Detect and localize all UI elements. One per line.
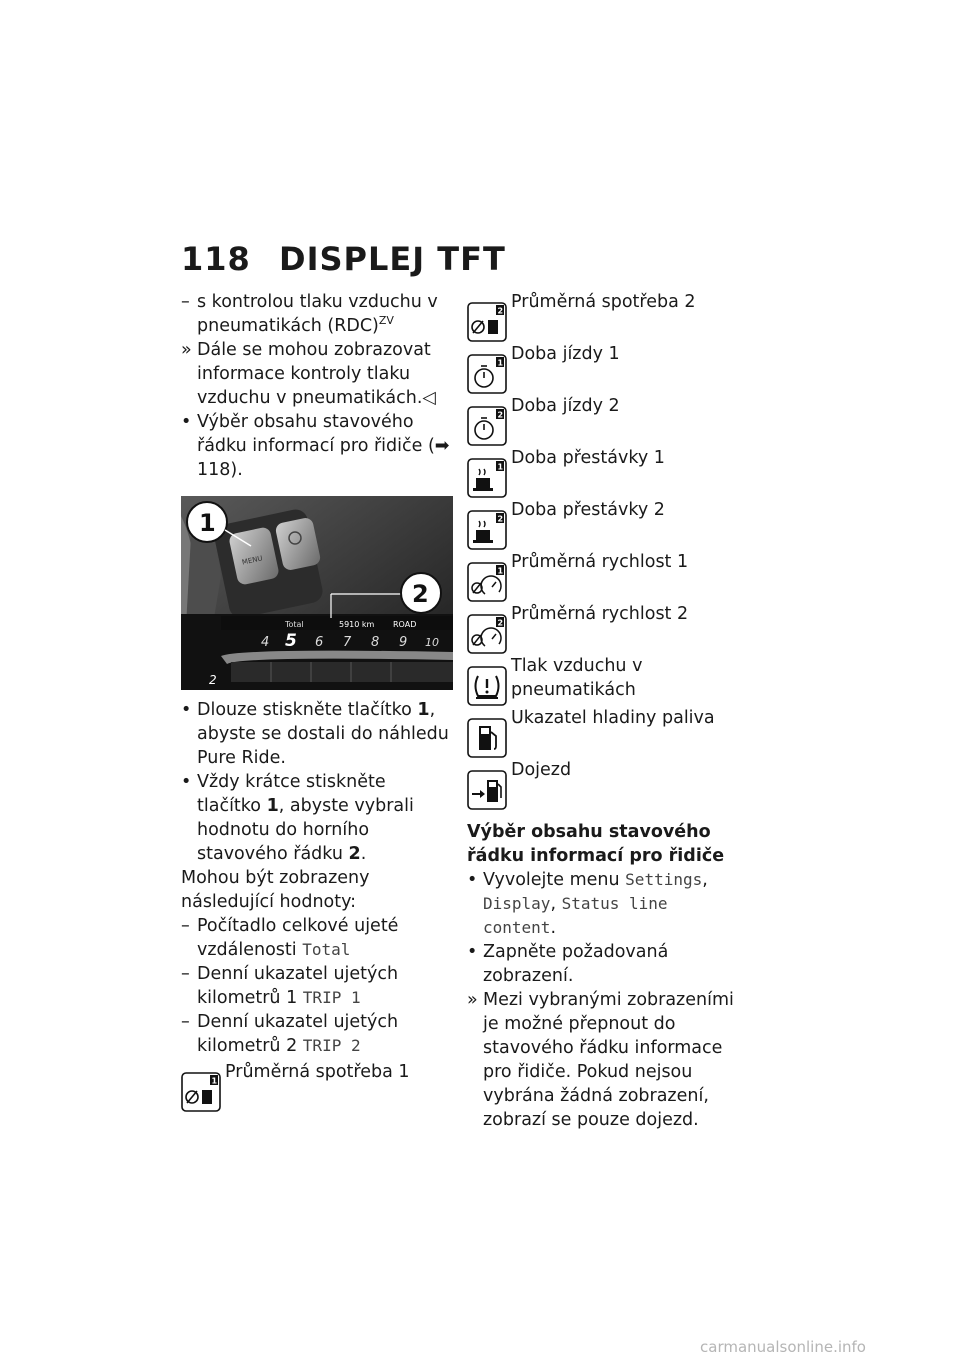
icon-row <box>467 550 737 602</box>
list-item: • Zapněte požadovaná zobrazení. <box>467 942 669 986</box>
odometer-value: 5910 km <box>339 620 375 629</box>
callout-2 <box>401 573 441 613</box>
icon-label: Dojezd <box>511 760 572 780</box>
svg-text:1: 1 <box>199 509 216 537</box>
icon-badge: 2 <box>497 306 504 316</box>
section-heading: Výběr obsahu stavového řádku informací pro řidiče <box>467 822 725 866</box>
handlebar-display-photo <box>181 496 453 690</box>
icon-label: Průměrná spotřeba 1 <box>225 1062 410 1082</box>
icon-row <box>467 498 737 550</box>
list-item: • Dlouze stiskněte tlačítko 1, abyste se dostali do náhledu Pure Ride. <box>181 700 449 768</box>
icon-row <box>467 394 737 446</box>
page-reference-arrow-icon: ➡ <box>434 436 450 456</box>
list-item: » Dále se mohou zobrazovat informace kontroly tlaku vzduchu v pneumatikách.◁ <box>181 340 436 408</box>
average-consumption-1-icon <box>181 1072 221 1112</box>
svg-text:2: 2 <box>412 580 429 608</box>
total-label: Total <box>285 620 304 629</box>
average-speed-1-icon <box>467 562 507 602</box>
rev-tick-label: 4 <box>261 635 270 650</box>
trip-time-1-icon <box>467 354 507 394</box>
watermark: carmanualsonline.info <box>700 1338 866 1356</box>
ui-term: TRIP 2 <box>302 1036 361 1055</box>
list-item: • Vyvolejte menu Settings, Display, Status line content. <box>467 870 708 938</box>
list-item: – Denní ukazatel ujetých kilometrů 2 TRIP 2 <box>181 1012 399 1056</box>
icon-badge: 2 <box>497 618 504 628</box>
page-header <box>181 240 506 278</box>
average-consumption-2-icon <box>467 302 507 342</box>
rev-tick-label: 7 <box>343 635 352 650</box>
end-triangle-icon: ◁ <box>422 388 436 408</box>
ui-term: TRIP 1 <box>302 988 361 1007</box>
icon-badge: 1 <box>497 358 504 368</box>
icon-row <box>467 654 737 706</box>
rev-tick-label: 10 <box>425 636 439 649</box>
trip-time-2-icon <box>467 406 507 446</box>
icon-label: Doba přestávky 1 <box>511 448 665 468</box>
icon-label: Doba přestávky 2 <box>511 500 665 520</box>
icon-row <box>467 446 737 498</box>
right-column <box>467 290 737 1132</box>
icon-badge: 2 <box>497 514 504 524</box>
icon-row <box>467 342 737 394</box>
rev-tick-label: 5 <box>285 631 297 651</box>
ui-term: Settings <box>625 870 703 889</box>
list-item: – s kontrolou tlaku vzduchu v pneumatikách (RDC)$^{ZV}$ <box>181 292 438 336</box>
rev-tick-label: 8 <box>371 635 380 650</box>
range-icon <box>467 770 507 810</box>
left-column <box>181 290 453 1112</box>
break-time-2-icon <box>467 510 507 550</box>
tire-pressure-icon <box>467 666 507 706</box>
rev-tick-label: 6 <box>315 635 324 650</box>
ui-term: Status line content <box>483 894 668 937</box>
icon-badge: 1 <box>497 566 504 576</box>
icon-row <box>467 602 737 654</box>
icon-label: Doba jízdy 1 <box>511 344 620 364</box>
list-item: • Výběr obsahu stavového řádku informací pro řidiče (➡ 118). <box>181 412 450 480</box>
icon-label: Průměrná rychlost 2 <box>511 604 689 624</box>
ui-term: Display <box>483 894 551 913</box>
list-item: – Denní ukazatel ujetých kilometrů 1 TRIP 1 <box>181 964 399 1008</box>
icon-label: Tlak vzduchu v pneumatikách <box>511 656 643 700</box>
ride-mode: ROAD <box>393 620 417 629</box>
paragraph: Mohou být zobrazeny následující hodnoty: <box>181 868 370 912</box>
icon-label: Doba jízdy 2 <box>511 396 620 416</box>
rev-tick-label: 9 <box>399 635 408 650</box>
list-item: » Mezi vybranými zobrazeními je možné přepnout do stavového řádku informace pro řidiče. Pokud nejsou vybrána žádná zobrazení, zobrazí se pouze dojezd. <box>467 990 734 1130</box>
menu-button-label: MENU <box>241 554 264 567</box>
option-marker: ZV <box>378 314 394 328</box>
fuel-level-icon <box>467 718 507 758</box>
icon-badge: 1 <box>497 462 504 472</box>
icon-label: Průměrná rychlost 1 <box>511 552 689 572</box>
page-number: 118 <box>181 240 251 278</box>
icon-row <box>467 290 737 342</box>
list-item: – Počítadlo celkové ujeté vzdálenosti Total <box>181 916 399 960</box>
page-reference[interactable]: 118). <box>197 460 243 480</box>
callout-1 <box>187 502 227 542</box>
icon-label: Průměrná spotřeba 2 <box>511 292 696 312</box>
list-item: • Vždy krátce stiskněte tlačítko 1, abyste vybrali hodnotu do horního stavového řádku 2. <box>181 772 414 864</box>
average-speed-2-icon <box>467 614 507 654</box>
icon-row <box>181 1060 453 1112</box>
icon-row <box>467 706 737 758</box>
gear-indicator: 2 <box>209 673 217 687</box>
page-title: DISPLEJ TFT <box>279 240 506 278</box>
icon-badge: 1 <box>211 1076 218 1086</box>
icon-badge: 2 <box>497 410 504 420</box>
break-time-1-icon <box>467 458 507 498</box>
icon-label: Ukazatel hladiny paliva <box>511 708 715 728</box>
icon-row <box>467 758 737 810</box>
ui-term: Total <box>302 940 351 959</box>
